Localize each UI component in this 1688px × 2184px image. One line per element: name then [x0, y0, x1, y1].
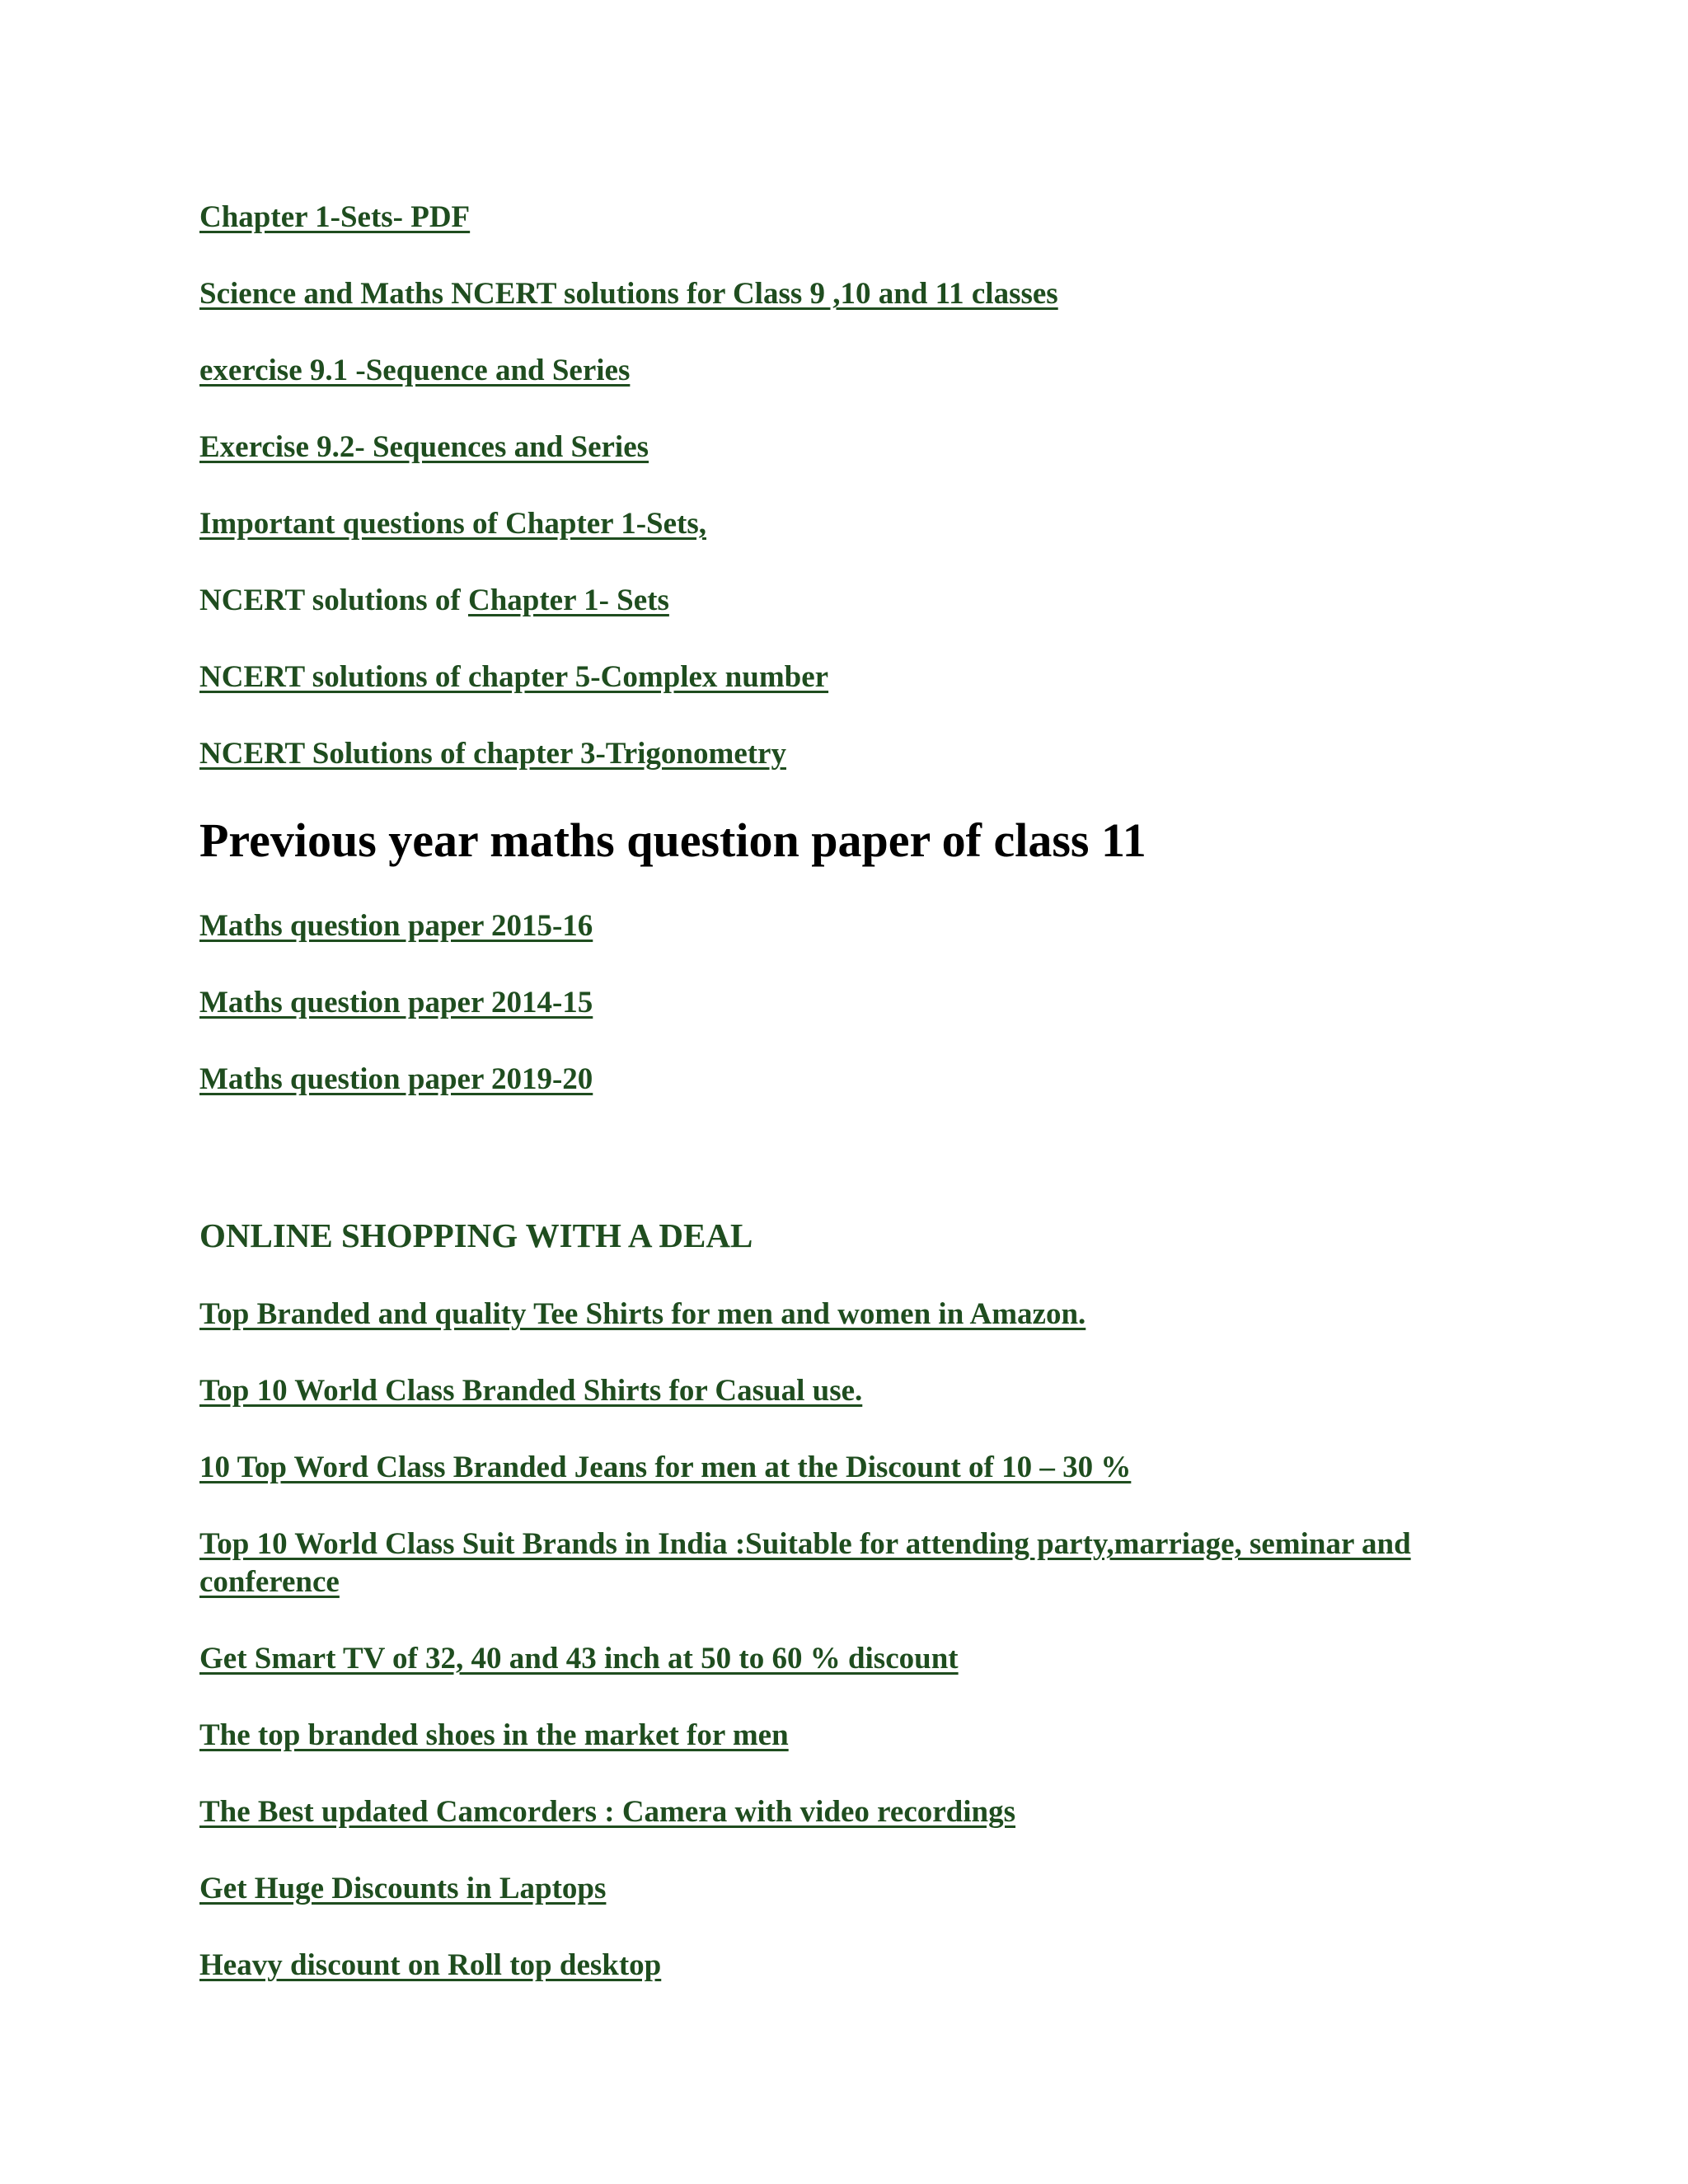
link-branded-shirts[interactable]: [199, 1372, 862, 1410]
link-branded-jeans[interactable]: [199, 1449, 1131, 1487]
link-exercise-9-1[interactable]: [199, 352, 630, 390]
link-text[interactable]: Get Smart TV of 32, 40 and 43 inch at 50 to 60 % discount: [199, 1642, 959, 1675]
ncert-sets-line: [199, 582, 669, 620]
ncert-sets-prefix: NCERT solutions of: [199, 583, 468, 617]
link-text[interactable]: Top 10 World Class Suit Brands in India :Suitable for attending party,marriage, seminar and conference: [199, 1527, 1411, 1599]
link-text[interactable]: Science and Maths NCERT solutions for Class 9 ,10 and 11 classes: [199, 277, 1058, 311]
link-chapter1-sets[interactable]: Chapter 1- Sets: [467, 583, 669, 617]
link-chapter1-sets-pdf[interactable]: [199, 199, 470, 237]
link-text[interactable]: Maths question paper 2014-15: [199, 986, 593, 1019]
link-suit-brands[interactable]: [199, 1526, 1485, 1601]
link-important-questions-sets[interactable]: [199, 505, 706, 543]
link-text[interactable]: Maths question paper 2019-20: [199, 1062, 593, 1096]
link-paper-2014-15[interactable]: [199, 984, 593, 1022]
link-camcorders[interactable]: [199, 1793, 1015, 1831]
link-text[interactable]: exercise 9.1 -Sequence and Series: [199, 354, 631, 387]
link-text[interactable]: Important questions of Chapter 1-Sets,: [199, 507, 706, 541]
link-trigonometry[interactable]: [199, 735, 786, 773]
link-text[interactable]: Maths question paper 2015-16: [199, 909, 593, 943]
link-paper-2015-16[interactable]: [199, 907, 593, 945]
link-text[interactable]: NCERT solutions of chapter 5-Complex number: [199, 660, 829, 694]
link-complex-number[interactable]: [199, 658, 828, 696]
link-tee-shirts[interactable]: [199, 1296, 1085, 1333]
link-roll-top-desktop[interactable]: [199, 1947, 661, 1985]
link-text[interactable]: Top Branded and quality Tee Shirts for men and women in Amazon.: [199, 1297, 1086, 1331]
link-text[interactable]: The Best updated Camcorders : Camera with video recordings: [199, 1795, 1016, 1829]
link-text[interactable]: 10 Top Word Class Branded Jeans for men at the Discount of 10 – 30 %: [199, 1451, 1132, 1484]
link-paper-2019-20[interactable]: [199, 1061, 593, 1099]
link-shoes[interactable]: [199, 1717, 789, 1755]
link-smart-tv[interactable]: [199, 1640, 959, 1678]
link-science-maths-ncert[interactable]: [199, 275, 1058, 313]
shopping-heading: ONLINE SHOPPING WITH A DEAL: [199, 1216, 753, 1254]
link-text[interactable]: Chapter 1-Sets- PDF: [199, 200, 471, 234]
link-laptops[interactable]: [199, 1870, 606, 1908]
link-text[interactable]: NCERT Solutions of chapter 3-Trigonometry: [199, 737, 786, 771]
link-text[interactable]: Exercise 9.2- Sequences and Series: [199, 430, 649, 464]
link-text[interactable]: Get Huge Discounts in Laptops: [199, 1872, 607, 1905]
link-text[interactable]: Heavy discount on Roll top desktop: [199, 1948, 662, 1982]
link-text[interactable]: The top branded shoes in the market for men: [199, 1718, 789, 1752]
link-exercise-9-2[interactable]: [199, 429, 649, 466]
link-text[interactable]: Top 10 World Class Branded Shirts for Casual use.: [199, 1374, 863, 1408]
previous-year-heading: Previous year maths question paper of class 11: [199, 813, 1146, 867]
